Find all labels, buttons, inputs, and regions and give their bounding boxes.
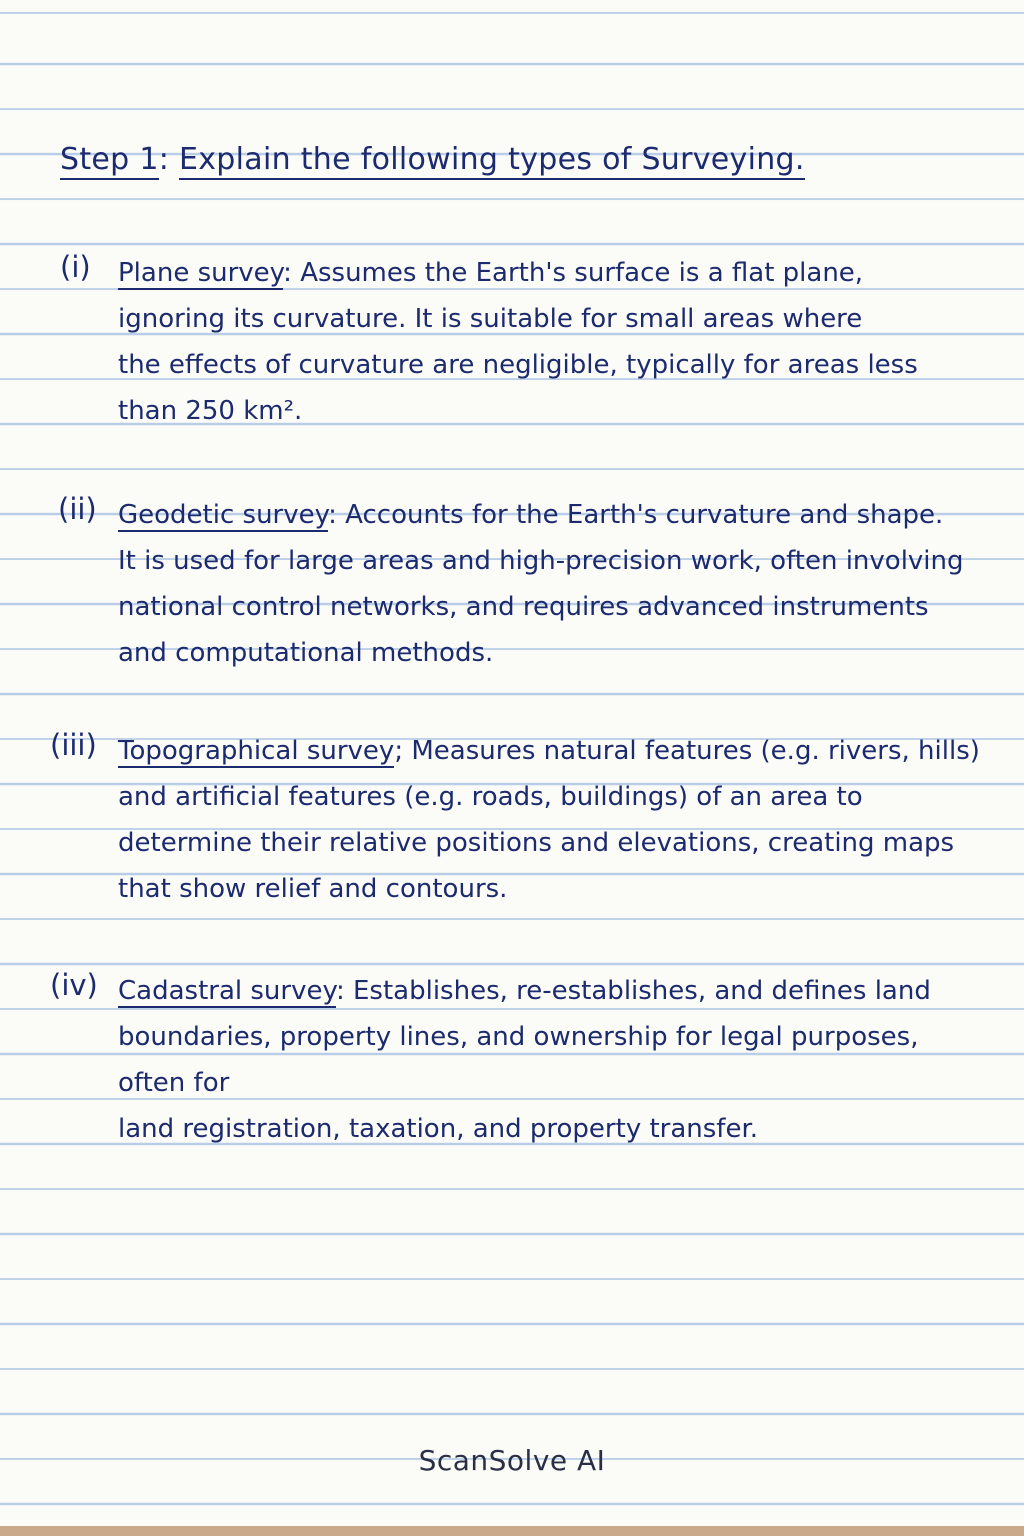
item-separator: : [328, 500, 337, 530]
item-description: Establishes, re-establishes, and defines land boundaries, property lines, and ownership for legal purposes, often for land registration, taxation, and property transfer. [118, 976, 931, 1144]
desk-edge [0, 1526, 1024, 1536]
item-description: Measures natural features (e.g. rivers, hills) and artificial features (e.g. roads, buildings) of an area to determine their relative positions and elevations, creating maps that show relief and contours. [118, 736, 980, 904]
item-numeral: (ii) [58, 492, 97, 526]
item-body [118, 728, 988, 912]
item-term: Geodetic survey [118, 500, 329, 530]
item-separator: ; [394, 736, 404, 766]
step-heading [60, 142, 805, 177]
item-term: Cadastral survey [118, 976, 336, 1006]
item-numeral: (i) [60, 250, 91, 284]
item-body [118, 492, 988, 676]
item-body [118, 968, 988, 1152]
item-description: Assumes the Earth's surface is a flat plane, ignoring its curvature. It is suitable for small areas where the effects of curvature are negligible, typically for areas less than 250 km². [118, 258, 918, 426]
item-separator: : [283, 258, 292, 288]
brand-footer: ScanSolve AI [418, 1444, 606, 1477]
step-label: Step 1 [60, 142, 159, 180]
item-term: Topographical survey [118, 736, 395, 766]
item-term: Plane survey [118, 258, 284, 288]
item-numeral: (iv) [50, 968, 98, 1002]
item-separator: : [335, 976, 345, 1006]
item-description: Accounts for the Earth's curvature and shape. It is used for large areas and high-precision work, often involving national control networks, and requires advanced instruments and computational methods. [118, 500, 964, 668]
item-body [118, 250, 988, 434]
item-numeral: (iii) [50, 728, 97, 762]
step-title: Explain the following types of Surveying. [179, 142, 805, 180]
step-colon: : [158, 142, 179, 177]
